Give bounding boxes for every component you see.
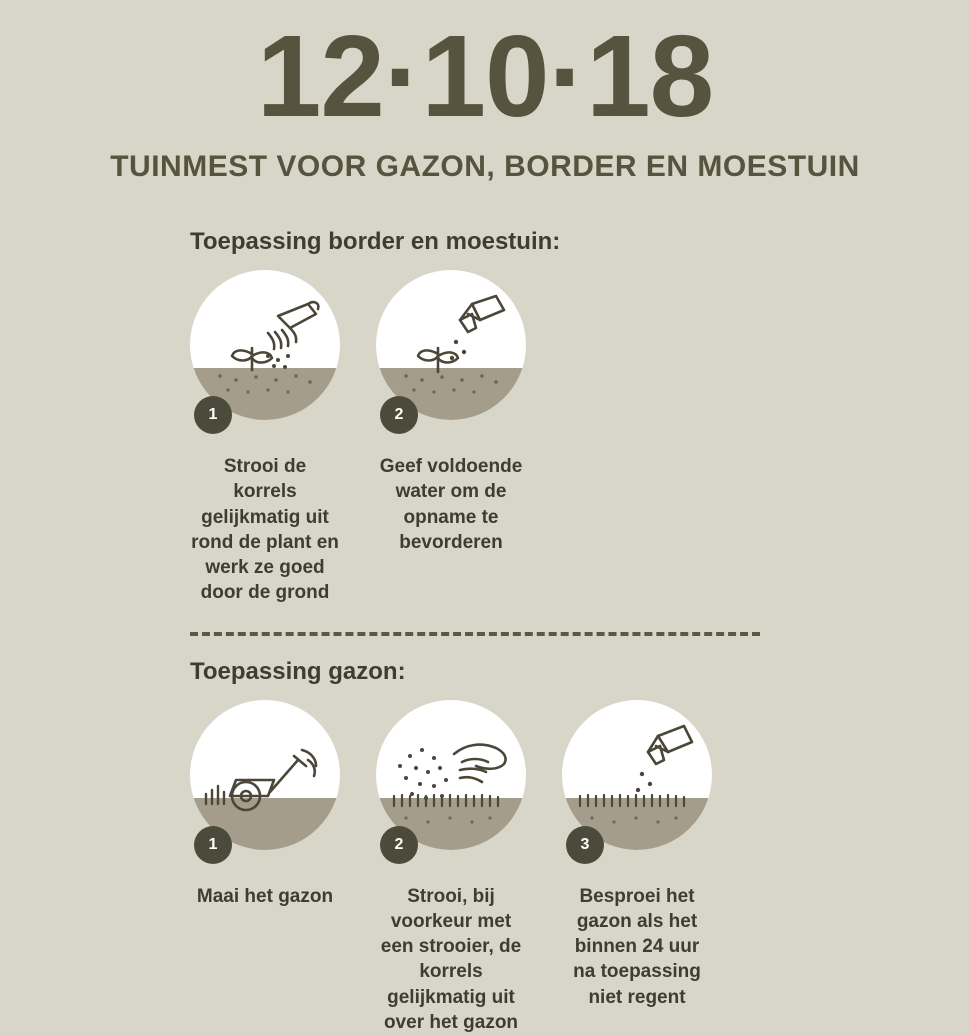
header — [0, 0, 970, 184]
step-text: Strooi de korrels gelijkmatig uit rond de plant en werk ze goed door de grond — [191, 456, 339, 604]
section-gazon — [0, 658, 970, 1035]
step-text: Geef voldoende water om de opname te bevorderen — [379, 456, 523, 553]
section-title: Toepassing gazon: — [190, 657, 406, 685]
step-text: Strooi, bij voorkeur met een strooier, de korrels gelijkmatig uit over het gazon — [380, 885, 522, 1033]
step-illustration — [562, 700, 712, 853]
step-illustration — [376, 270, 526, 423]
steps-list — [190, 270, 970, 606]
step-text: Maai het gazon — [196, 885, 334, 907]
step-item — [376, 270, 526, 555]
section-border-en-moestuin — [0, 228, 970, 606]
section-title: Toepassing border en moestuin: — [190, 228, 561, 255]
step-item — [562, 700, 712, 1010]
step-number-badge: 2 — [380, 826, 418, 864]
step-illustration — [190, 700, 340, 853]
step-item — [190, 700, 340, 909]
step-illustration — [190, 270, 340, 423]
step-text: Besproei het gazon als het binnen 24 uur na toepassing niet regent — [573, 885, 701, 1008]
steps-list — [190, 700, 970, 1035]
step-item — [376, 700, 526, 1035]
page-title: 12·10·18 — [256, 11, 714, 141]
section-divider — [190, 632, 760, 636]
step-number-badge: 1 — [194, 826, 232, 864]
step-illustration — [376, 700, 526, 853]
page-subtitle: TUINMEST VOOR GAZON, BORDER EN MOESTUIN — [110, 150, 860, 183]
step-number-badge: 1 — [194, 396, 232, 434]
step-number-badge: 3 — [566, 826, 604, 864]
step-number-badge: 2 — [380, 396, 418, 434]
step-item — [190, 270, 340, 606]
